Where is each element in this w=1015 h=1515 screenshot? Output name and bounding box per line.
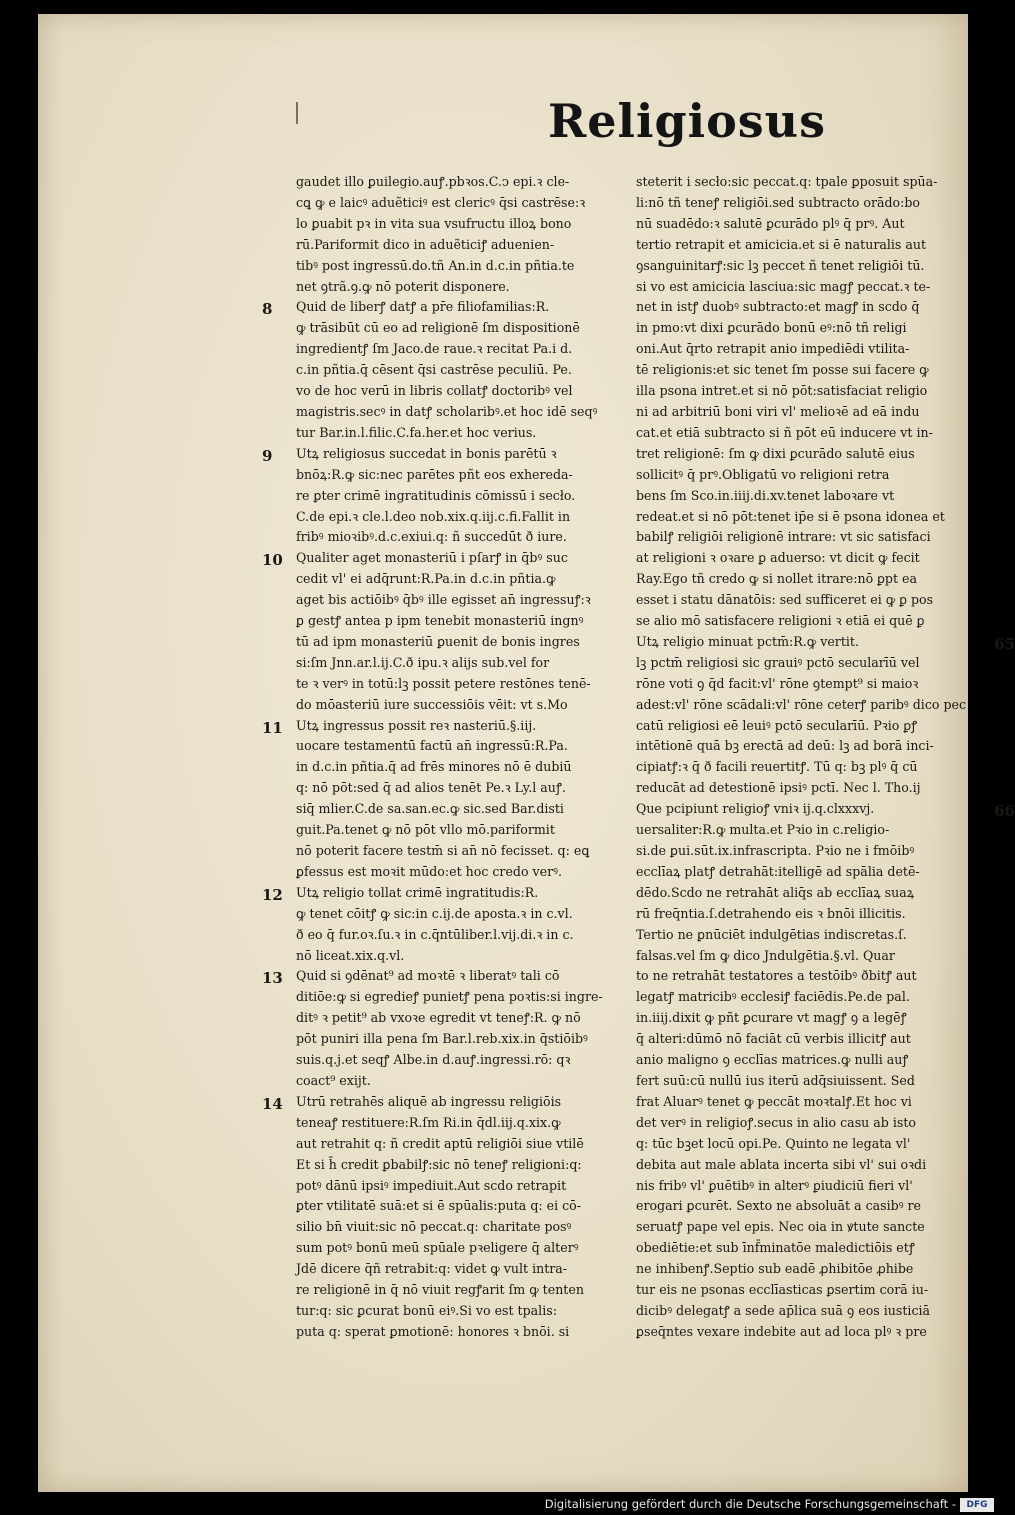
- footer-bar: [0, 1492, 1000, 1515]
- text-line: debita aut male ablata incerta sibi vl' sui oꝛdi: [636, 1156, 927, 1172]
- text-line: Ray.Ego tñ credo ꝙ si nollet itrare:nō ꝑpt ea: [636, 571, 917, 587]
- text-line: tur eis ne psonas ecclīasticas ꝑsertim corā iu-: [636, 1282, 929, 1298]
- text-line: steterit i secło:sic peccat.q: tpale ꝑposuit spūa-: [636, 174, 938, 189]
- text-line: at religioni ꝛ oꝛare ꝑ aduerso: vt dicit ꝙ fecit: [636, 550, 920, 566]
- text-line: in pmo:vt dixi ꝑcurādo bonū eꝰ:nō tñ religi: [636, 320, 907, 336]
- text-line: pōt puniri illa pena ſm Bar.l.reb.xix.in q̄stiōibꝰ: [296, 1031, 588, 1047]
- text-line: esset i statu dānatōis: sed sufficeret ei ꝙ ꝑ pos: [636, 592, 934, 608]
- text-line: nis fribꝰ vl' ꝑuētibꝰ in alterꝰ ꝑiudiciū fieri vl': [636, 1177, 913, 1193]
- text-line: puta q: sperat ꝑmotionē: honores ꝛ bnōi. si: [296, 1323, 570, 1339]
- text-line: se alio mō satisfacere religioni ꝛ etiā ei quē ꝑ: [636, 613, 925, 629]
- text-line: tret religionē: ſm ꝙ dixi ꝑcurādo salutē eius: [636, 445, 915, 461]
- running-head: Religiosus: [548, 94, 827, 148]
- text-line: uersaliter:R.ꝙ multa.et Pꝛio in c.religio-: [636, 822, 890, 838]
- paragraph-entry: [636, 799, 1015, 1343]
- text-line: bens ſm Sco.in.iiij.di.xv.tenet laboꝛare vt: [636, 487, 895, 503]
- text-line: ne inhibenꝭ.Septio sub eadē ꝓhibitōe ꝓhibe: [636, 1261, 914, 1277]
- text-line: gaudet illo ꝑuilegio.auꝭ.pbꝛos.C.ↄ epi.ꝛ cle-: [296, 174, 570, 189]
- text-line: fert suū:cū nullū ius iterū adq̄siuissent. Sed: [636, 1072, 915, 1088]
- text-line: ingredientꝭ ſm Jaco.de raue.ꝛ recitat Pa.i d.: [296, 341, 573, 357]
- text-line: Utꝝ religio minuat pctm̄:R.ꝙ vertit.: [636, 633, 859, 649]
- text-line: intētionē quā bꝫ erectā ad deū: lꝫ ad borā inci-: [636, 738, 934, 754]
- text-line: c.in pñtia.q̄ cēsent q̄si castrēse peculiū. Pe.: [296, 362, 572, 378]
- paragraph-entry: [262, 1092, 626, 1343]
- text-line: reducāt ad detestionē ipsiꝰ pctī. Nec l. Tho.ij: [636, 780, 921, 796]
- paragraph-entry: [262, 297, 626, 443]
- text-line: q: nō pōt:sed q̄ ad alios tenēt Pe.ꝛ Ly.l auꝭ.: [296, 780, 566, 796]
- text-line: nō liceat.xix.q.vl.: [296, 947, 405, 963]
- text-line: Quid de liberꝭ datꝭ a pr̄e filiofamilias:R.: [296, 299, 550, 315]
- text-line: si.de ꝑui.sūt.ix.infrascripta. Pꝛio ne i fmōibꝰ: [636, 843, 915, 858]
- text-line: tē religionis:et sic tenet ſm posse sui facere ꝙ: [636, 362, 929, 378]
- section-number: 65: [994, 634, 1015, 653]
- text-line: ditꝰ ꝛ petit⁹ ab vxoꝛe egredit vt teneꝭ:R. ꝙ nō: [296, 1010, 581, 1026]
- text-line: Et si h̄ credit ꝑbabilꝭ:sic nō teneꝭ religioni:q:: [296, 1156, 582, 1172]
- text-line: guit.Pa.tenet ꝙ nō pōt vllo mō.pariformit: [296, 822, 555, 838]
- paragraph-entry: [262, 548, 626, 715]
- section-number: 13: [262, 969, 283, 988]
- text-line: tū ad ipm monasteriū ꝑuenit de bonis ingres: [296, 633, 580, 649]
- dfg-logo: DFG: [960, 1498, 994, 1512]
- text-line: magistris.secꝰ in datꝭ scholaribꝰ.et hoc idē seqꝰ: [296, 403, 598, 419]
- text-line: catū religiosi eē leuiꝰ pctō secularīū. Pꝛio ꝑꝭ: [636, 717, 918, 733]
- text-line: oni.Aut q̄rto retrapit anio impediēdi vtilita-: [636, 341, 910, 357]
- text-line: net in istꝭ duobꝰ subtracto:et magꝭ in scdo q̄: [636, 299, 920, 315]
- text-line: Quid si ꝯdēnat⁹ ad moꝛtē ꝛ liberatꝰ tali cō: [296, 968, 560, 984]
- text-line: tibꝰ post ingressū.do.tñ An.in d.c.in pñtia.te: [296, 257, 575, 273]
- text-line: siq̄ mlier.C.de sa.san.ec.ꝙ sic.sed Bar.disti: [296, 801, 564, 817]
- section-number: 9: [262, 446, 273, 465]
- text-line: Utrū retrahēs aliquē ab ingressu religiōis: [296, 1093, 562, 1109]
- text-line: potꝰ dānū ipsiꝰ impediuit.Aut scdo retrapit: [296, 1177, 567, 1193]
- text-line: in d.c.in pñtia.q̄ ad frēs minores nō ē dubiū: [296, 759, 572, 775]
- paragraph-entry: [262, 444, 626, 549]
- text-line: si vo est amicicia lasciua:sic magꝭ peccat.ꝛ te-: [636, 278, 931, 294]
- text-line: frat Aluarꝰ tenet ꝙ peccāt moꝛtalꝭ.Et hoc vi: [636, 1093, 912, 1109]
- text-line: te ꝛ verꝰ in totū:lꝫ possit petere restōnes tenē-: [296, 675, 591, 691]
- text-line: redeat.et si nō pōt:tenet ip̄e si ē psona idonea et: [636, 508, 945, 524]
- paragraph-entry: [296, 172, 626, 297]
- text-line: do mōasteriū iure successiōis vēit: vt s.Mo: [296, 696, 568, 712]
- section-number: 66: [994, 802, 1015, 821]
- text-line: dicibꝰ delegatꝭ a sede ap̄lica suā ꝯ eos iusticiā: [636, 1302, 931, 1318]
- text-line: legatꝭ matricibꝰ ecclesiꝭ faciēdis.Pe.de pal.: [636, 989, 910, 1005]
- text-line: Qualiter aget monasteriū i pſarꝭ in q̄bꝰ suc: [296, 550, 568, 566]
- text-line: nū suadēdo:ꝛ salutē ꝑcurādo plꝰ q̄ prꝰ. Aut: [636, 215, 905, 231]
- text-line: ꝯsanguinitarꝭ:sic lꝫ peccet ñ tenet religiōi tū.: [636, 257, 925, 273]
- text-line: lo ꝑuabit pꝛ in vita sua vsufructu illoꝝ bono: [296, 215, 572, 231]
- text-line: li:nō tñ teneꝭ religiōi.sed subtracto orādo:bo: [636, 194, 920, 210]
- text-line: tur:q: sic ꝑcurat bonū eiꝰ.Si vo est tpalis:: [296, 1302, 557, 1318]
- text-line: anio maligno ꝯ ecclīas matrices.ꝙ nulli auꝭ: [636, 1052, 909, 1068]
- text-line: si:ſm Jnn.ar.l.ij.C.ð ipu.ꝛ alijs sub.vel for: [296, 654, 550, 670]
- text-line: erogari ꝑcurēt. Sexto ne absoluāt a casibꝰ re: [636, 1198, 922, 1214]
- text-line: re ꝑter crimē ingratitudinis cōmissū i secło.: [296, 487, 576, 503]
- text-line: ð eo q̄ fur.oꝛ.ſu.ꝛ in c.q̄ntūliber.l.vij.di.ꝛ in c.: [296, 926, 574, 942]
- right-column: [636, 172, 1015, 1343]
- text-line: cedit vl' ei adq̄runt:R.Pa.in d.c.in pñtia.ꝙ: [296, 571, 556, 587]
- text-line: rū.Pariformit dico in aduẽticiꝭ aduenien-: [296, 236, 555, 252]
- text-line: coact⁹ exijt.: [296, 1072, 371, 1088]
- text-line: obediētie:et sub īnf̄minatōe maledictiōis etꝭ: [636, 1240, 915, 1256]
- text-line: det verꝰ in religioꝭ.secus in alio casu ab isto: [636, 1114, 916, 1130]
- text-line: Jdē dicere q̄ñ retrabit:q: videt ꝙ vult intra-: [296, 1261, 568, 1277]
- paragraph-entry: [636, 632, 1015, 799]
- text-line: to ne retrahāt testatores a testōibꝰ ðbitꝭ aut: [636, 968, 917, 984]
- text-line: teneaꝭ restituere:R.ſm Ri.in q̄dl.iij.q.xix.ꝙ: [296, 1114, 561, 1130]
- text-line: C.de epi.ꝛ cle.l.deo nob.xix.q.iij.c.fi.Fallit in: [296, 508, 571, 524]
- text-line: ditiōe:ꝙ si egredieꝭ punietꝭ pena poꝛtis:si ingre-: [296, 989, 603, 1005]
- text-line: Que pcipiunt religioꝭ vniꝛ ij.q.clxxxvj.: [636, 801, 875, 817]
- text-line: cipiatꝭ:ꝛ q̄ ð facili reuertitꝭ. Tū q: bꝫ plꝰ q̄ cū: [636, 759, 918, 775]
- footer-credit: Digitalisierung gefördert durch die Deutsche Forschungsgemeinschaft -: [544, 1497, 956, 1511]
- text-line: q: tūc bꝫet locū opi.Pe. Quinto ne legata vl': [636, 1135, 911, 1151]
- text-line: sollicitꝰ q̄ prꝰ.Obligatū vo religioni retra: [636, 466, 890, 482]
- text-line: cat.et etiā subtracto si ñ pōt eū inducere vt in-: [636, 424, 933, 440]
- left-column: [262, 172, 626, 1343]
- text-line: tur Bar.in.l.filic.C.fa.her.et hoc verius.: [296, 424, 537, 440]
- section-number: 8: [262, 300, 273, 319]
- paragraph-entry: [262, 966, 626, 1091]
- printer-mark: [296, 102, 298, 124]
- text-line: babilꝭ religiōi religionē intrare: vt sic satisfaci: [636, 529, 931, 545]
- text-line: Utꝝ religiosus succedat in bonis parētū ꝛ: [296, 445, 557, 461]
- section-number: 11: [262, 718, 283, 737]
- text-line: fribꝰ mioꝛibꝰ.d.c.exiui.q: ñ succedūt ð iure.: [296, 529, 567, 545]
- section-number: 10: [262, 551, 283, 570]
- section-number: 14: [262, 1094, 283, 1113]
- text-line: nō poterit facere testm̄ si an̄ nō fecisset. q: eꝗ: [296, 843, 590, 858]
- text-line: ꝙ trāsibūt cū eo ad religionē ſm dispositionē: [296, 320, 580, 336]
- section-number: 12: [262, 885, 283, 904]
- text-line: aget bis actiōibꝰ q̄bꝰ ille egisset an̄ ingressuꝭ:ꝛ: [296, 592, 591, 608]
- text-line: tertio retrapit et amicicia.et si ē naturalis aut: [636, 236, 927, 252]
- text-line: q̄ alteri:dūmō nō faciāt cū verbis illicitꝭ aut: [636, 1031, 911, 1047]
- text-line: rōne voti ꝯ q̄d facit:vl' rōne ꝯtempt⁹ si maioꝛ: [636, 675, 919, 691]
- text-line: uocare testamentū factū an̄ ingressū:R.Pa.: [296, 738, 568, 754]
- text-line: suis.q.j.et seqꝭ Albe.in d.auꝭ.ingressi.rō: qꝛ: [296, 1052, 571, 1068]
- text-line: cꝗ ꝙ e laicꝰ aduẽticiꝰ est clericꝰ q̄si castrēse:ꝛ: [296, 194, 586, 210]
- text-line: ꝑter vtilitatē suā:et si ē spūalis:puta q: ei cō-: [296, 1198, 582, 1214]
- text-line: net ꝯtrã.ꝯ.ꝙ nō poterit disponere.: [296, 278, 510, 294]
- text-line: ecclīaꝝ platꝭ detrahāt:itelligē ad spālia detē-: [636, 863, 920, 879]
- text-line: rū freq̄ntia.ſ.detrahendo eis ꝛ bnōi illicitis.: [636, 905, 906, 921]
- text-line: silio bn̄ viuit:sic nō peccat.q: charitate posꝰ: [296, 1219, 572, 1235]
- book-page: [38, 14, 1015, 1492]
- text-line: sum potꝰ bonū meū spūale pꝛeligere q̄ alterꝰ: [296, 1240, 579, 1256]
- text-line: vo de hoc verū in libris collatꝭ doctoribꝰ vel: [296, 383, 573, 399]
- text-line: ꝑfessus est moꝛit mūdo:et hoc credo verꝰ.: [296, 863, 562, 879]
- text-line: Utꝝ ingressus possit reꝛ nasteriū.§.iij.: [296, 717, 537, 733]
- paragraph-entry: [636, 172, 981, 632]
- text-line: seruatꝭ pape vel epis. Nec oia in ꝟtute sancte: [636, 1219, 925, 1235]
- text-line: lꝫ pctm̄ religiosi sic grauiꝰ pctō secularīū vel: [636, 654, 920, 670]
- text-line: dēdo.Scdo ne retrahāt aliq̄s ab ecclīaꝝ suaꝝ: [636, 884, 915, 900]
- paragraph-entry: [262, 883, 626, 967]
- text-line: illa psona intret.et si nō pōt:satisfaciat religio: [636, 383, 928, 399]
- text-line: ꝙ tenet cōitꝭ ꝙ sic:in c.ij.de aposta.ꝛ in c.vl.: [296, 905, 573, 921]
- text-line: ꝑ gestꝭ antea p ipm tenebit monasteriū ingnꝰ: [296, 613, 584, 629]
- text-line: falsas.vel ſm ꝙ dico Jndulgētia.§.vl. Quar: [636, 947, 895, 963]
- text-line: re religionē in q̄ nō viuit regꝭarit ſm ꝙ tenten: [296, 1282, 584, 1298]
- paragraph-entry: [262, 716, 626, 883]
- text-line: Utꝝ religio tollat crimē ingratitudis:R.: [296, 884, 539, 900]
- text-line: ni ad arbitriū boni viri vl' melioꝛē ad eā indu: [636, 403, 920, 419]
- text-line: adest:vl' rōne scādali:vl' rōne ceterꝭ paribꝰ dico pec: [636, 696, 967, 712]
- text-line: bnōꝝ:R.ꝙ sic:nec parētes pñt eos exhereda-: [296, 466, 573, 482]
- text-line: in.iiij.dixit ꝙ pñt ꝑcurare vt magꝭ ꝯ a legēꝭ: [636, 1010, 907, 1026]
- text-line: ꝑseq̄ntes vexare indebite aut ad loca plꝰ ꝛ pre: [636, 1323, 927, 1339]
- text-line: Tertio ne ꝑnūciēt indulgētias indiscretas.ſ.: [636, 926, 907, 942]
- text-line: aut retrahit q: ñ credit aptū religiōi siue vtilē: [296, 1135, 584, 1151]
